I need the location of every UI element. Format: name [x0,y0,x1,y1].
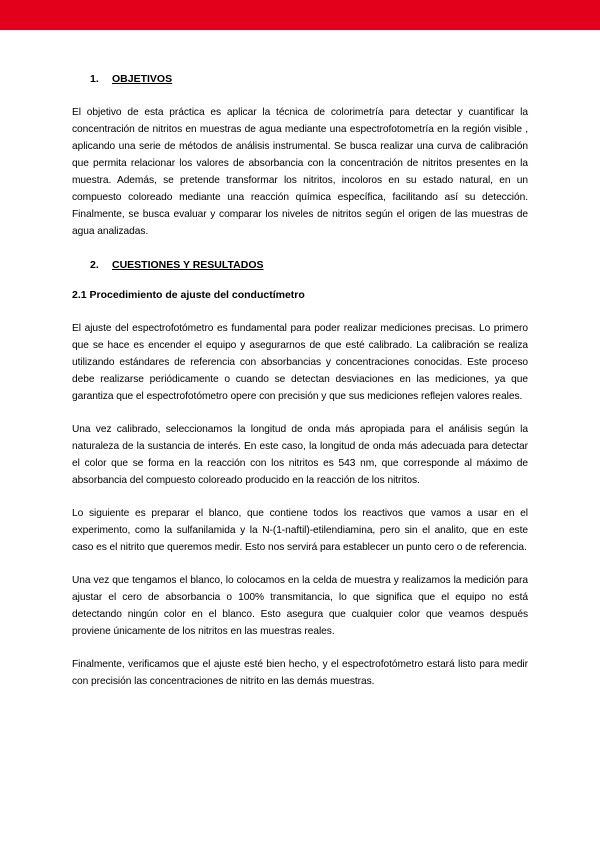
section-1-title: OBJETIVOS [112,73,173,85]
paragraph-zero: Una vez que tengamos el blanco, lo colocamos en la celda de muestra y realizamos la medición para ajustar el cero de absorbancia o 100% transmitancia, lo que significa que el equipo no está detectando ningún color en el blanco. Esto asegura que cualquier color que veamos después proviene únicamente de los nitritos en las muestras reales. [72,575,528,637]
paragraph-blank: Lo siguiente es preparar el blanco, que contiene todos los reactivos que vamos a usar en el experimento, como la sulfanilamida y la N-(1-naftil)-etilendiamina, pero sin el analito, que en este caso es el nitrito que queremos medir. Esto nos servirá para establecer un punto cero o de referencia. [72,508,528,553]
section-1-heading [72,70,528,88]
section-1-number: 1. [90,73,99,85]
objectives-paragraph: El objetivo de esta práctica es aplicar la técnica de colorimetría para detectar y cuantificar la concentración de nitritos en muestras de agua mediante una espectrofotometría en la región visible , aplicando una serie de métodos de análisis instrumental. Se busca realizar una curva de calibración que permita relacionar los valores de absorbancia con la concentración de nitritos presentes en la muestra. Además, se pretende transformar los nitritos, incoloros en su estado natural, en un compuesto coloreado mediante una reacción química específica, facilitando así su detección. Finalmente, se busca evaluar y comparar los niveles de nitritos según el origen de las muestras de agua analizadas. [72,107,528,237]
paragraph-calibration: El ajuste del espectrofotómetro es fundamental para poder realizar mediciones precisas. Lo primero que se hace es encender el equipo y asegurarnos de que esté calibrado. La calibración se realiza utilizando estándares de referencia con absorbancias y concentraciones conocidas. Este proceso debe realizarse periódicamente o cuando se detectan desviaciones en las mediciones, ya que garantiza que el espectrofotómetro opere con precisión y que sus mediciones reflejen valores reales. [72,323,528,402]
paragraph-final: Finalmente, verificamos que el ajuste esté bien hecho, y el espectrofotómetro estará listo para medir con precisión las concentraciones de nitrito en las demás muestras. [72,659,528,687]
section-2-number: 2. [90,259,99,271]
header-color-bar [0,0,600,30]
paragraph-wavelength: Una vez calibrado, seleccionamos la longitud de onda más apropiada para el análisis según la naturaleza de la sustancia de interés. En este caso, la longitud de onda más adecuada para detectar el color que se forma en la reacción con los nitritos es 543 nm, que corresponde al máximo de absorbancia del compuesto coloreado producido en la reacción de los nitritos. [72,424,528,486]
subsection-2-1-title: 2.1 Procedimiento de ajuste del conductímetro [72,289,305,301]
section-2-heading [72,256,528,274]
section-2-title: CUESTIONES Y RESULTADOS [112,259,264,271]
document-page [72,70,528,690]
